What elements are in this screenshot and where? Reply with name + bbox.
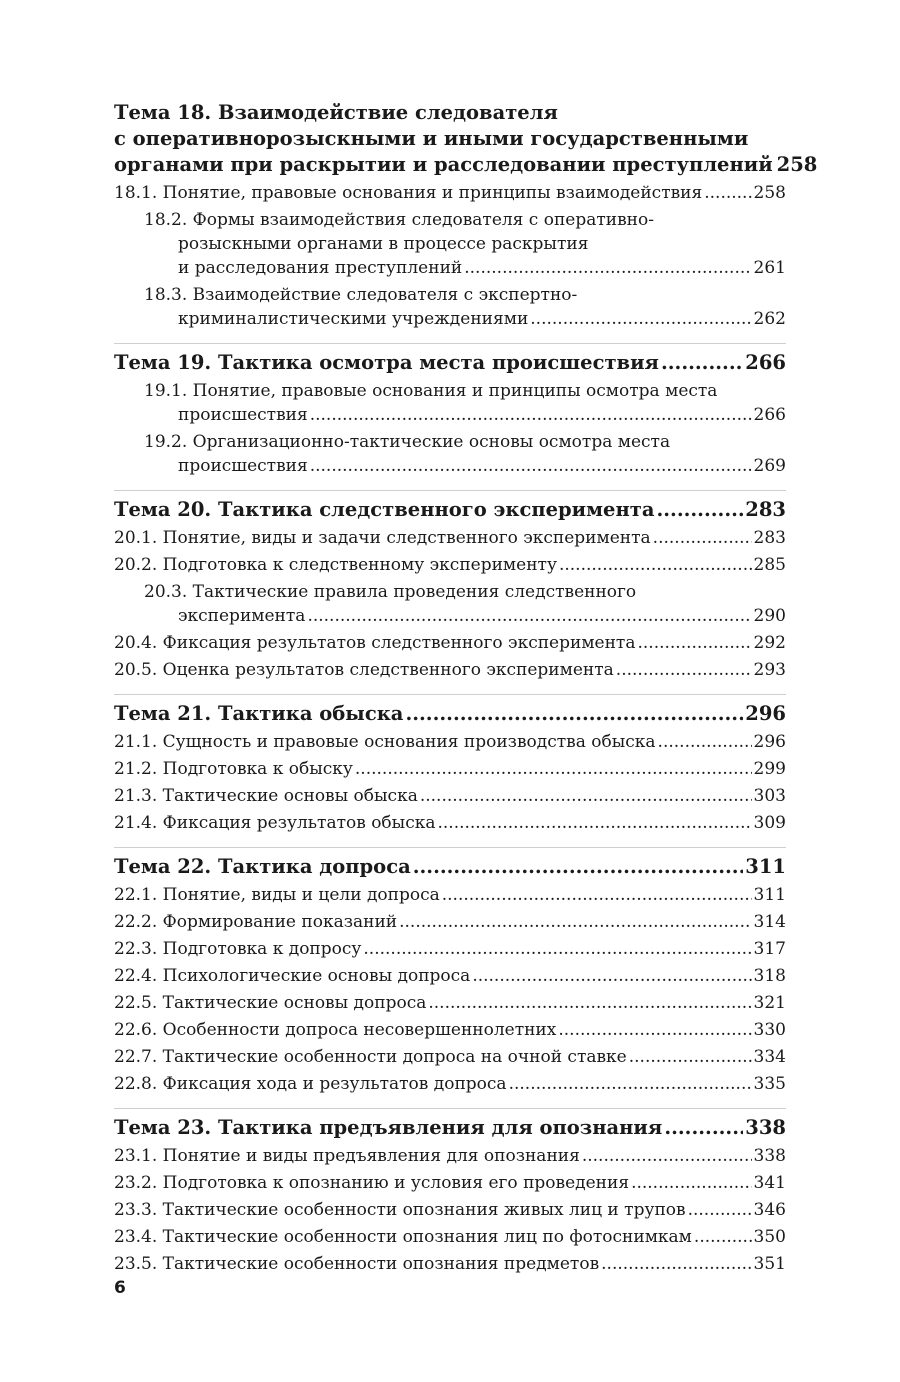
section-20-2: 20.2. Подготовка к следственному эксперименту ..... 285 — [114, 553, 786, 577]
section-20-4: 20.4. Фиксация результатов следственного эксперимента ..... 292 — [114, 631, 786, 655]
section-21-1: 21.1. Сущность и правовые основания производства обыска ..... 296 — [114, 730, 786, 754]
section-20-5: 20.5. Оценка результатов следственного эксперимента ..... 293 — [114, 658, 786, 682]
section-22-3: 22.3. Подготовка к допросу ..... 317 — [114, 937, 786, 961]
section-23-4: 23.4. Тактические особенности опознания лиц по фотоснимкам ..... 350 — [114, 1225, 786, 1249]
topic-19-title: Тема 19. Тактика осмотра места происшествия ..... 266 — [114, 350, 786, 376]
topic-20 — [114, 490, 786, 682]
section-22-2: 22.2. Формирование показаний ..... 314 — [114, 910, 786, 934]
topic-21 — [114, 694, 786, 835]
topic-23-title: Тема 23. Тактика предъявления для опознания ..... 338 — [114, 1115, 786, 1141]
topic-18-title-line-2: с оперативнорозыскными и иными государственными — [114, 127, 749, 150]
section-20-3: 20.3. Тактические правила проведения следственного эксперимента ..... 290 — [114, 580, 786, 628]
topic-18-page: 258 — [776, 153, 818, 176]
section-23-3: 23.3. Тактические особенности опознания живых лиц и трупов ..... 346 — [114, 1198, 786, 1222]
section-23-2: 23.2. Подготовка к опознанию и условия его проведения ..... 341 — [114, 1171, 786, 1195]
section-18-3: 18.3. Взаимодействие следователя с экспертно- криминалистическими учреждениями ..... 262 — [114, 283, 786, 331]
section-19-2: 19.2. Организационно-тактические основы осмотра места происшествия ..... 269 — [114, 430, 786, 478]
section-22-1: 22.1. Понятие, виды и цели допроса ..... 311 — [114, 883, 786, 907]
topic-22 — [114, 847, 786, 1096]
section-22-6: 22.6. Особенности допроса несовершеннолетних ..... 330 — [114, 1018, 786, 1042]
table-of-contents — [114, 100, 818, 1288]
section-18-1: 18.1. Понятие, правовые основания и принципы взаимодействия ..... 258 — [114, 181, 786, 205]
page-number: 6 — [114, 1278, 126, 1298]
section-22-7: 22.7. Тактические особенности допроса на очной ставке ..... 334 — [114, 1045, 786, 1069]
topic-18-title-line-1: Тема 18. Взаимодействие следователя — [114, 101, 558, 124]
section-23-5: 23.5. Тактические особенности опознания предметов ..... 351 — [114, 1252, 786, 1276]
topic-21-title: Тема 21. Тактика обыска ..... 296 — [114, 701, 786, 727]
section-21-3: 21.3. Тактические основы обыска ..... 303 — [114, 784, 786, 808]
topic-20-title: Тема 20. Тактика следственного эксперимента ..... 283 — [114, 497, 786, 523]
topic-18-title-line-3: органами при раскрытии и расследовании преступлений 258 — [114, 153, 818, 176]
section-23-1: 23.1. Понятие и виды предъявления для опознания ..... 338 — [114, 1144, 786, 1168]
topic-22-title: Тема 22. Тактика допроса ..... 311 — [114, 854, 786, 880]
section-22-4: 22.4. Психологические основы допроса ..... 318 — [114, 964, 786, 988]
section-20-1: 20.1. Понятие, виды и задачи следственного эксперимента ..... 283 — [114, 526, 786, 550]
topic-18 — [114, 100, 818, 331]
section-22-5: 22.5. Тактические основы допроса ..... 321 — [114, 991, 786, 1015]
topic-23 — [114, 1108, 786, 1276]
section-19-1: 19.1. Понятие, правовые основания и принципы осмотра места происшествия ..... 266 — [114, 379, 786, 427]
topic-19 — [114, 343, 786, 478]
section-21-4: 21.4. Фиксация результатов обыска ..... 309 — [114, 811, 786, 835]
section-21-2: 21.2. Подготовка к обыску ..... 299 — [114, 757, 786, 781]
section-18-2: 18.2. Формы взаимодействия следователя с оперативно- розыскными органами в процессе раскрытия и расследования преступлений ..... 261 — [114, 208, 786, 280]
section-22-8: 22.8. Фиксация хода и результатов допроса ..... 335 — [114, 1072, 786, 1096]
